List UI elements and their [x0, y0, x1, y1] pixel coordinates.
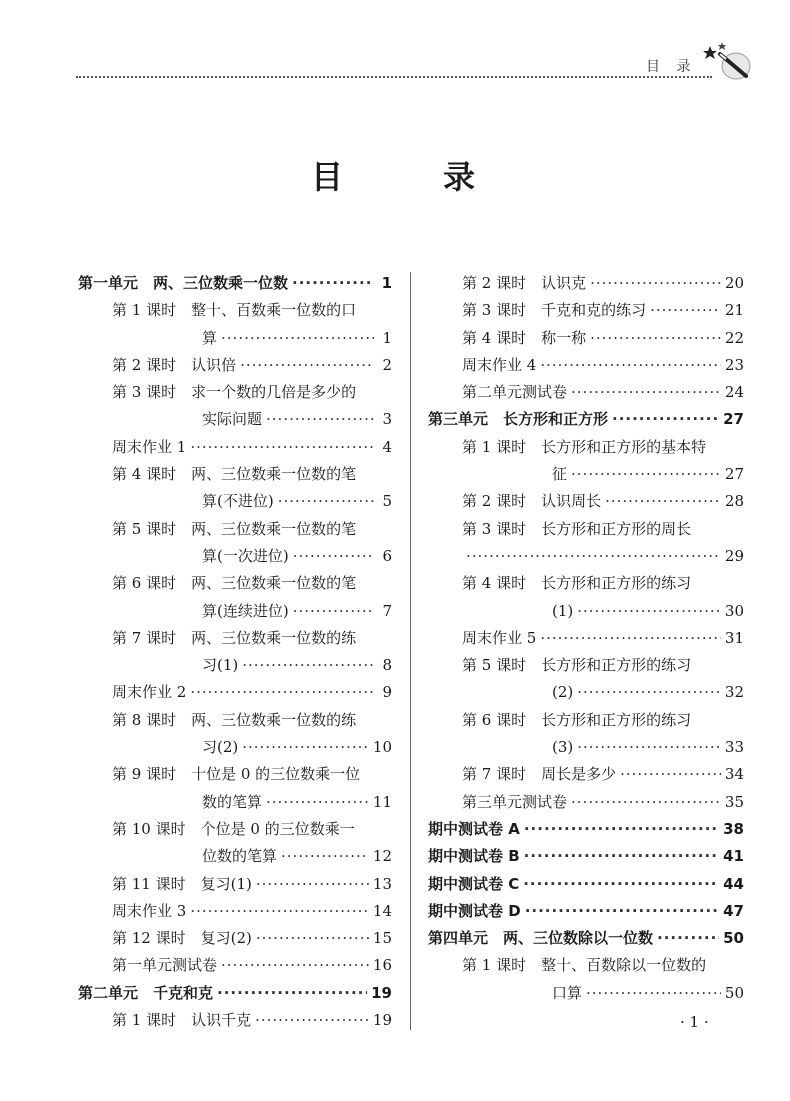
toc-entry-label: 第 2 课时 认识克 [462, 274, 587, 292]
toc-lesson-entry [78, 625, 392, 680]
dot-leader [256, 925, 369, 952]
magic-wand-icon [696, 40, 752, 84]
toc-page-number: 6 [382, 546, 392, 565]
toc-page-number: 38 [723, 819, 744, 838]
toc-lesson-entry [78, 352, 392, 379]
dot-leader [190, 434, 374, 461]
dot-leader [590, 270, 721, 297]
toc-page-number: 9 [382, 683, 392, 702]
toc-entry-continuation: 位数的笔算 [202, 847, 278, 866]
toc-entry-continuation: 实际问题 [202, 410, 263, 429]
toc-entry-label: 第 1 课时 长方形和正方形的基本特 [462, 437, 707, 456]
toc-entry-continuation: 算(一次进位) [202, 546, 289, 565]
dot-leader [577, 598, 721, 625]
toc-page-number: 33 [724, 738, 744, 757]
dot-leader [278, 488, 374, 515]
toc-entry-label: 第 4 课时 称一称 [462, 328, 587, 347]
toc-page-number: 10 [372, 738, 392, 757]
dot-leader [540, 625, 721, 652]
toc-entry-label: 周末作业 3 [112, 901, 187, 920]
toc-entry-continuation: 习(2) [202, 738, 239, 757]
toc-left-column [78, 270, 392, 1034]
dot-leader [571, 789, 721, 816]
toc-lesson-entry [78, 816, 392, 871]
toc-entry-label: 第 10 课时 个位是 0 的三位数乘一 [112, 819, 355, 838]
dot-leader [577, 679, 721, 706]
dot-leader [540, 352, 721, 379]
toc-page-number: 5 [382, 492, 392, 511]
dot-leader [242, 652, 374, 679]
toc-page-number: 11 [372, 792, 392, 811]
toc-lesson-entry [78, 1007, 392, 1034]
toc-page-number: 13 [372, 874, 392, 893]
toc-entry-label: 第 1 课时 整十、百数除以一位数的 [462, 956, 707, 975]
toc-entry-continuation: (2) [552, 683, 574, 702]
toc-entry-label: 第三单元 长方形和正方形 [428, 410, 609, 429]
toc-page-number: 4 [382, 437, 392, 456]
toc-lesson-entry [78, 761, 392, 816]
dot-leader [612, 406, 719, 433]
page-title: 目 录 [310, 158, 509, 196]
dot-leader [240, 352, 374, 379]
toc-entry-label: 第 9 课时 十位是 0 的三位数乘一位 [112, 765, 361, 784]
toc-entry-label: 第 2 课时 认识周长 [462, 492, 602, 511]
toc-page-number: 27 [724, 465, 744, 484]
dot-leader [292, 270, 374, 297]
dot-leader [190, 679, 374, 706]
toc-page-number: 24 [724, 383, 744, 402]
dot-leader [221, 325, 374, 352]
toc-page-number: 1 [382, 328, 392, 347]
toc-lesson-entry [78, 952, 392, 979]
toc-lesson-entry [78, 379, 392, 434]
toc-lesson-entry [78, 707, 392, 762]
toc-page-number: 12 [372, 847, 392, 866]
dot-leader [190, 898, 369, 925]
toc-lesson-entry [78, 679, 392, 706]
toc-lesson-entry [428, 352, 744, 379]
toc-page-number: 2 [382, 355, 392, 374]
dot-leader [256, 871, 369, 898]
toc-page-number: 47 [723, 901, 744, 920]
toc-page-number: 14 [372, 901, 392, 920]
toc-entry-label: 第 1 课时 整十、百数乘一位数的口 [112, 301, 357, 320]
toc-entry-continuation: 征 [552, 465, 568, 484]
toc-entry-label: 第 6 课时 两、三位数乘一位数的笔 [112, 574, 357, 593]
header-dotted-rule [76, 76, 712, 78]
toc-entry-label: 周末作业 4 [462, 355, 537, 374]
toc-lesson-entry [78, 925, 392, 952]
toc-entry-label: 期中测试卷 A [428, 819, 520, 838]
dot-leader [255, 1007, 369, 1034]
toc-entry-continuation: (3) [552, 738, 574, 757]
toc-entry-label: 周末作业 1 [112, 437, 187, 456]
toc-entry-label: 期中测试卷 C [428, 874, 520, 893]
toc-page-number: 44 [723, 874, 744, 893]
dot-leader [650, 297, 721, 324]
toc-unit-entry [428, 925, 744, 952]
dot-leader [571, 379, 721, 406]
toc-page-number: 29 [724, 546, 744, 565]
toc-page-number: 16 [372, 956, 392, 975]
toc-page-number: 50 [724, 983, 744, 1002]
toc-page-number: 20 [724, 274, 744, 292]
page-number: · 1 · [680, 1013, 709, 1031]
toc-unit-entry [78, 980, 392, 1007]
dot-leader [242, 734, 369, 761]
toc-entry-label: 第 3 课时 求一个数的几倍是多少的 [112, 383, 357, 402]
toc-entry-label: 第 5 课时 长方形和正方形的练习 [462, 656, 692, 675]
toc-entry-label: 第 7 课时 两、三位数乘一位数的练 [112, 628, 357, 647]
dot-leader [266, 789, 369, 816]
toc-lesson-entry [78, 570, 392, 625]
dot-leader [620, 761, 721, 788]
toc-page-number: 19 [372, 1011, 392, 1030]
toc-lesson-entry [428, 379, 744, 406]
toc-page-number: 35 [724, 792, 744, 811]
toc-lesson-entry [428, 761, 744, 788]
toc-page-number: 1 [381, 274, 392, 292]
toc-entry-label: 第一单元测试卷 [112, 956, 218, 975]
toc-entry-label: 第 5 课时 两、三位数乘一位数的笔 [112, 519, 357, 538]
toc-page-number: 30 [724, 601, 744, 620]
toc-unit-entry [428, 898, 744, 925]
toc-entry-label: 第 4 课时 长方形和正方形的练习 [462, 574, 692, 593]
toc-entry-continuation: 算(不进位) [202, 492, 274, 511]
toc-entry-label: 第 2 课时 认识倍 [112, 355, 237, 374]
toc-page-number: 19 [371, 983, 392, 1002]
toc-page-number: 21 [724, 301, 744, 320]
toc-page-number: 28 [724, 492, 744, 511]
toc-lesson-entry [428, 516, 744, 571]
dot-leader [266, 406, 374, 433]
toc-lesson-entry [78, 434, 392, 461]
column-divider [410, 272, 411, 1030]
toc-entry-label: 期中测试卷 B [428, 847, 520, 866]
toc-lesson-entry [78, 898, 392, 925]
toc-entry-continuation: (1) [552, 601, 574, 620]
toc-lesson-entry [428, 488, 744, 515]
toc-entry-label: 第三单元测试卷 [462, 792, 568, 811]
toc-lesson-entry [78, 461, 392, 516]
dot-leader [217, 980, 367, 1007]
toc-entry-label: 第一单元 两、三位数乘一位数 [78, 274, 289, 292]
dot-leader [523, 871, 719, 898]
toc-unit-entry [428, 843, 744, 870]
toc-lesson-entry [428, 325, 744, 352]
toc-entry-label: 第二单元测试卷 [462, 383, 568, 402]
toc-lesson-entry [78, 516, 392, 571]
dot-leader [590, 325, 721, 352]
toc-entry-label: 第 3 课时 千克和克的练习 [462, 301, 647, 320]
toc-unit-entry [428, 871, 744, 898]
toc-entry-label: 第 6 课时 长方形和正方形的练习 [462, 710, 692, 729]
dot-leader [524, 843, 719, 870]
toc-page-number: 23 [724, 355, 744, 374]
toc-right-column [428, 270, 744, 1007]
dot-leader [525, 898, 719, 925]
dot-leader [293, 543, 374, 570]
toc-entry-label: 第 4 课时 两、三位数乘一位数的笔 [112, 465, 357, 484]
toc-page-number: 34 [724, 765, 744, 784]
dot-leader [571, 461, 721, 488]
toc-entry-continuation: 数的笔算 [202, 792, 263, 811]
running-head-title: 目 录 [646, 59, 697, 75]
toc-entry-label: 第 1 课时 认识千克 [112, 1011, 252, 1030]
toc-lesson-entry [428, 707, 744, 762]
toc-lesson-entry [78, 297, 392, 352]
dot-leader [466, 543, 721, 570]
toc-page-number: 7 [382, 601, 392, 620]
dot-leader [577, 734, 721, 761]
toc-entry-label: 期中测试卷 D [428, 901, 521, 920]
toc-page-number: 22 [724, 328, 744, 347]
toc-page-number: 8 [382, 656, 392, 675]
toc-lesson-entry [428, 952, 744, 1007]
toc-lesson-entry [428, 270, 744, 297]
toc-lesson-entry [428, 570, 744, 625]
toc-page-number: 15 [372, 929, 392, 948]
dot-leader [281, 843, 369, 870]
toc-unit-entry [428, 406, 744, 433]
toc-entry-label: 第四单元 两、三位数除以一位数 [428, 929, 654, 948]
toc-page-number: 27 [723, 410, 744, 429]
dot-leader [586, 980, 721, 1007]
toc-unit-entry [428, 816, 744, 843]
toc-entry-label: 第 3 课时 长方形和正方形的周长 [462, 519, 692, 538]
toc-lesson-entry [428, 297, 744, 324]
toc-unit-entry [78, 270, 392, 297]
toc-entry-label: 第 11 课时 复习(1) [112, 874, 252, 893]
toc-page-number: 31 [724, 628, 744, 647]
toc-page-number: 32 [724, 683, 744, 702]
toc-lesson-entry [428, 625, 744, 652]
toc-entry-label: 第二单元 千克和克 [78, 983, 214, 1002]
toc-page-number: 3 [382, 410, 392, 429]
toc-entry-label: 第 7 课时 周长是多少 [462, 765, 617, 784]
toc-entry-label: 第 12 课时 复习(2) [112, 929, 252, 948]
toc-entry-label: 第 8 课时 两、三位数乘一位数的练 [112, 710, 357, 729]
toc-lesson-entry [428, 789, 744, 816]
toc-entry-continuation: 口算 [552, 983, 583, 1002]
toc-page-number: 50 [723, 929, 744, 948]
dot-leader [221, 952, 369, 979]
toc-entry-label: 周末作业 5 [462, 628, 537, 647]
toc-entry-continuation: 算 [202, 328, 218, 347]
toc-lesson-entry [428, 652, 744, 707]
dot-leader [605, 488, 721, 515]
dot-leader [293, 598, 374, 625]
toc-entry-continuation: 算(连续进位) [202, 601, 289, 620]
dot-leader [657, 925, 719, 952]
toc-lesson-entry [428, 434, 744, 489]
dot-leader [524, 816, 719, 843]
toc-lesson-entry [78, 871, 392, 898]
toc-page-number: 41 [723, 847, 744, 866]
toc-entry-label: 周末作业 2 [112, 683, 187, 702]
toc-entry-continuation: 习(1) [202, 656, 239, 675]
